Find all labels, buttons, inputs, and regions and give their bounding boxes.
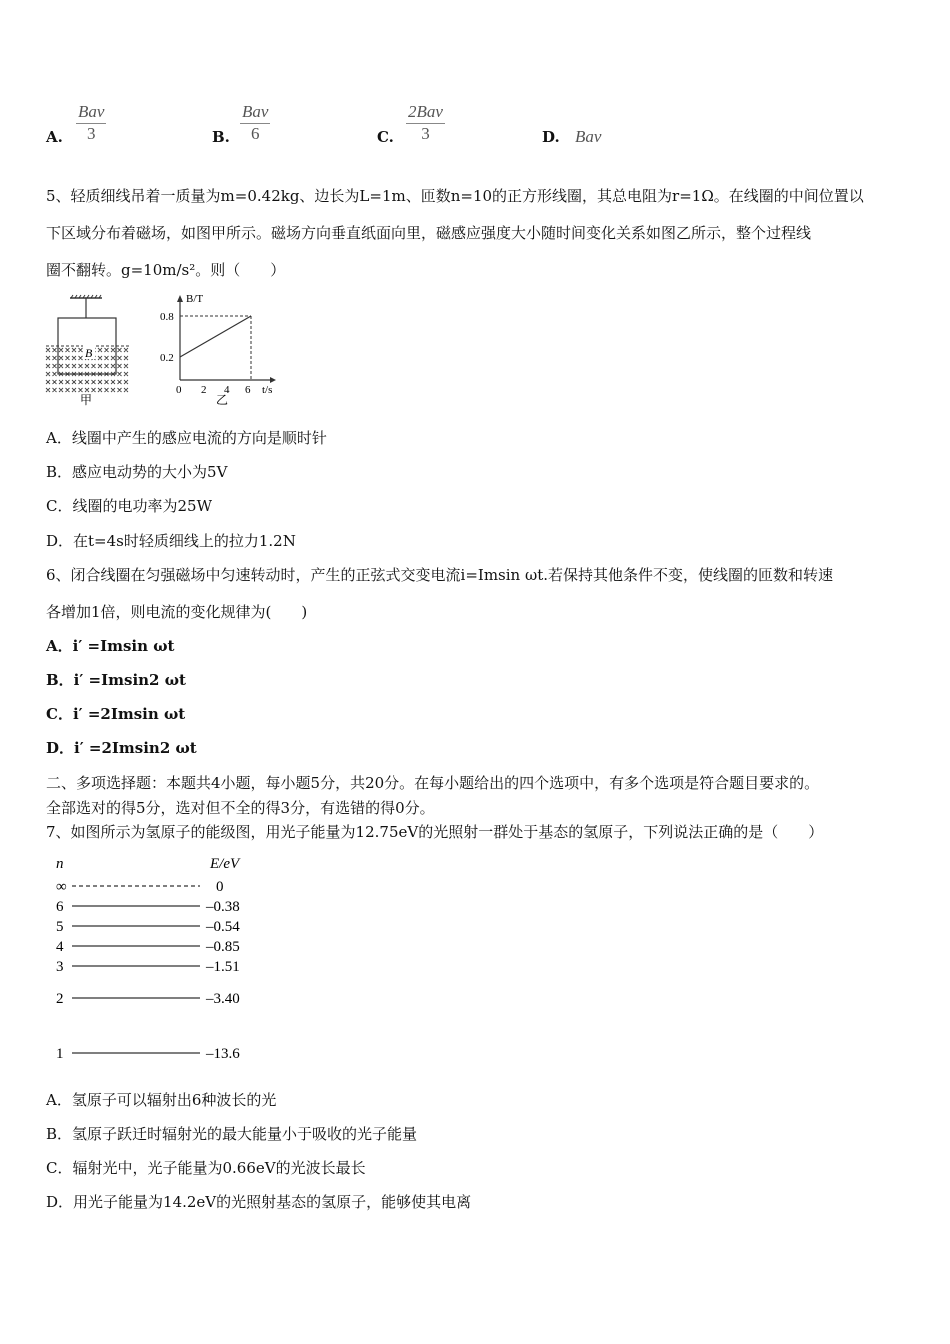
q6-option-b: B．i′ =Imsin2 ωt bbox=[46, 671, 186, 689]
level-energy-label: –13.6 bbox=[206, 1046, 240, 1062]
q7-option-c: C．辐射光中，光子能量为0.66eV的光波长最长 bbox=[46, 1159, 366, 1177]
level-n-label: 3 bbox=[56, 959, 64, 975]
level-energy-label: –0.54 bbox=[206, 919, 240, 935]
numerator: 2Bav bbox=[406, 102, 445, 124]
field-label: B bbox=[85, 346, 93, 360]
q5-option-c: C．线圈的电功率为25W bbox=[46, 497, 212, 515]
q4-option-c-fraction bbox=[406, 102, 445, 144]
level-n-label: 6 bbox=[56, 899, 64, 915]
energy-axis-label: E/eV bbox=[210, 856, 240, 872]
q4-option-c-label: C. bbox=[377, 128, 394, 146]
numerator: Bav bbox=[76, 102, 106, 124]
q5-figure bbox=[40, 285, 290, 410]
caption-yi: 乙 bbox=[216, 393, 229, 407]
level-n-label: 2 bbox=[56, 991, 64, 1007]
q6-option-d: D．i′ =2Imsin2 ωt bbox=[46, 739, 197, 757]
level-energy-label: –0.38 bbox=[206, 899, 240, 915]
section2-line-2: 全部选对的得5分，选对但不全的得3分，有选错的得0分。 bbox=[46, 799, 435, 817]
denominator: 6 bbox=[250, 124, 260, 143]
x-tick-0: 0 bbox=[176, 384, 182, 396]
level-n-label: 1 bbox=[56, 1046, 64, 1062]
energy-level-diagram bbox=[40, 848, 270, 1073]
level-energy-label: –1.51 bbox=[206, 959, 240, 975]
q4-option-d-value: Bav bbox=[575, 127, 602, 146]
q4-option-a-fraction bbox=[76, 102, 106, 144]
level-n-label: 4 bbox=[56, 939, 64, 955]
y-tick-0.8: 0.8 bbox=[160, 311, 174, 323]
level-energy-label: 0 bbox=[216, 879, 224, 895]
q4-option-d-label: D. bbox=[542, 128, 560, 146]
q4-option-a-label: A. bbox=[46, 128, 63, 146]
q5-option-b: B．感应电动势的大小为5V bbox=[46, 463, 228, 481]
numerator: Bav bbox=[240, 102, 270, 124]
level-energy-label: –3.40 bbox=[206, 991, 240, 1007]
denominator: 3 bbox=[86, 124, 96, 143]
level-energy-label: –0.85 bbox=[206, 939, 240, 955]
figure-yi-graph bbox=[160, 293, 276, 407]
q7-option-d: D．用光子能量为14.2eV的光照射基态的氢原子，能够使其电离 bbox=[46, 1193, 472, 1211]
level-n-label: ∞ bbox=[56, 879, 67, 895]
q5-option-a: A．线圈中产生的感应电流的方向是顺时针 bbox=[46, 429, 327, 447]
caption-jia: 甲 bbox=[80, 393, 93, 407]
q6-option-c: C．i′ =2Imsin ωt bbox=[46, 705, 186, 723]
x-tick-4: 4 bbox=[224, 384, 230, 396]
level-n-label: 5 bbox=[56, 919, 64, 935]
q7-option-a: A．氢原子可以辐射出6种波长的光 bbox=[46, 1091, 277, 1109]
section2-line-1: 二、多项选择题：本题共4小题，每小题5分，共20分。在每小题给出的四个选项中，有多个选项是符合题目要求的。 bbox=[46, 774, 820, 792]
y-axis-label: B/T bbox=[186, 293, 204, 305]
q7-stem: 7、如图所示为氢原子的能级图，用光子能量为12.75eV的光照射一群处于基态的氢原子，下列说法正确的是（ ） bbox=[46, 823, 824, 841]
q6-stem-line-2: 各增加1倍，则电流的变化规律为( ) bbox=[46, 603, 308, 621]
q5-stem-line-3: 圈不翻转。g=10m/s²。则（ ） bbox=[46, 261, 286, 279]
figure-jia-coil bbox=[46, 295, 130, 407]
x-tick-2: 2 bbox=[201, 384, 207, 396]
y-tick-0.2: 0.2 bbox=[160, 352, 174, 364]
n-axis-label: n bbox=[56, 856, 64, 872]
q6-stem-line-1: 6、闭合线圈在匀强磁场中匀速转动时，产生的正弦式交变电流i=Imsin ωt.若保持其他条件不变，使线圈的匝数和转速 bbox=[46, 566, 834, 584]
q5-stem-line-2: 下区域分布着磁场，如图甲所示。磁场方向垂直纸面向里，磁感应强度大小随时间变化关系如图乙所示，整个过程线 bbox=[46, 224, 812, 242]
q4-option-b-label: B. bbox=[212, 128, 230, 146]
q5-option-d: D．在t=4s时轻质细线上的拉力1.2N bbox=[46, 532, 296, 550]
q4-option-b-fraction bbox=[240, 102, 270, 144]
denominator: 3 bbox=[421, 124, 430, 143]
q6-option-a: A．i′ =Imsin ωt bbox=[46, 637, 175, 655]
q7-option-b: B．氢原子跃迁时辐射光的最大能量小于吸收的光子能量 bbox=[46, 1125, 418, 1143]
q5-stem-line-1: 5、轻质细线吊着一质量为m=0.42kg、边长为L=1m、匝数n=10的正方形线圈，其总电阻为r=1Ω。在线圈的中间位置以 bbox=[46, 187, 864, 205]
x-axis-label: t/s bbox=[262, 384, 273, 396]
x-tick-6: 6 bbox=[245, 384, 251, 396]
